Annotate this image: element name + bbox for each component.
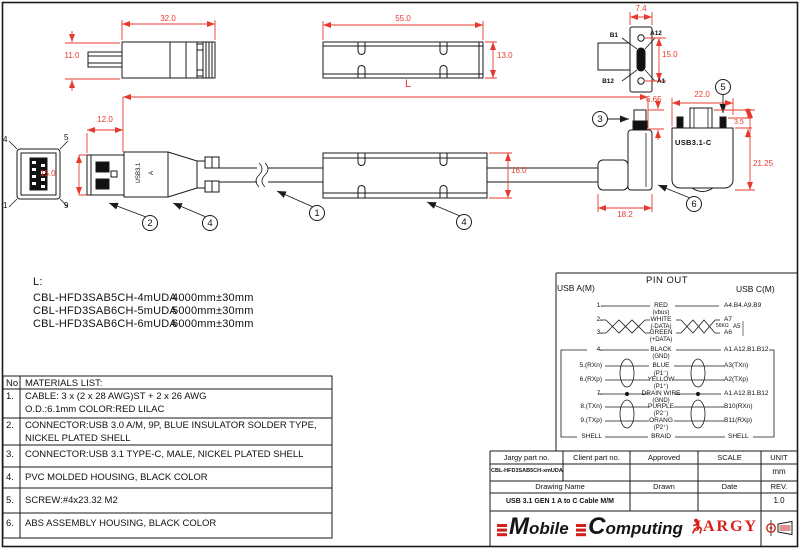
pinout-row-left: 6.(RXp) (579, 376, 602, 383)
pinout-row-sub: (P2⁺) (653, 425, 669, 431)
pinout-row-left: 2. (596, 316, 602, 323)
usbc-end-pin-b12: B12 (602, 78, 614, 85)
logo-stripes-icon (497, 524, 507, 527)
callout-3: 3 (597, 114, 603, 125)
pinout-left-header: USB A(M) (557, 283, 595, 293)
logo-word-mobile: Mobile (509, 513, 569, 540)
length-part-0: CBL-HFD3SAB5CH-4mUDA (33, 292, 177, 304)
titleblock-header-rev: REV. (770, 482, 788, 491)
dim-plug-top-height: 11.0 (64, 51, 80, 60)
pinout-row-left: 9.(TXp) (580, 417, 602, 424)
dim-usba-shell-length: 12.0 (97, 115, 113, 124)
pinout-cc-note: 56KΩ (716, 323, 729, 329)
dim-usbc-elbow: 18.2 (617, 210, 633, 219)
pinout-row-right: A2(TXp) (724, 376, 749, 383)
usba-front-pin-1: 1 (3, 201, 8, 210)
pinout-row-right: B10(RXn) (724, 403, 753, 410)
titleblock-header-jargy-part: Jargy part no. (503, 453, 550, 462)
pinout-row-sub: (-DATA) (650, 324, 672, 330)
length-list-label: L: (33, 276, 43, 288)
pinout-row-left: 5.(RXn) (579, 362, 602, 369)
callout-2: 2 (147, 218, 153, 229)
titleblock-rev-value: 1.0 (773, 496, 785, 505)
titleblock-drawing-name-value: USB 3.1 GEN 1 A to C Cable M/M (506, 498, 614, 505)
materials-row-line: NICKEL PLATED SHELL (25, 433, 131, 444)
usba-front-pin-5: 5 (64, 133, 69, 142)
dim-ferrite-height: 16.0 (511, 166, 527, 175)
pinout-row-right: A3(TXn) (724, 362, 749, 369)
materials-header-title: MATERIALS LIST: (25, 378, 103, 389)
jargy-logo: JARGY (693, 518, 759, 535)
usba-front-pin-9: 9 (64, 201, 69, 210)
materials-row-no: 4. (6, 472, 14, 483)
materials-row-line: CABLE: 3 x (2 x 28 AWG)ST + 2 x 26 AWG (25, 391, 207, 402)
dim-usbc-front-height: 21.25 (753, 159, 774, 168)
dim-plug-top-length: 32.0 (160, 14, 176, 23)
pinout-row-wire: WHITE (650, 316, 672, 323)
pinout-row-left: 7. (596, 390, 602, 397)
dim-usbc-front-width: 22.0 (694, 90, 710, 99)
pinout-row-sub: (GND) (652, 354, 670, 360)
pinout-row-sub: (P1⁺) (653, 384, 669, 390)
logo-stripes-icon (576, 524, 586, 527)
projection-symbol-icon (764, 520, 796, 536)
materials-row-no: 1. (6, 391, 14, 402)
materials-row-no: 3. (6, 449, 14, 460)
usbc-end-pin-a12: A12 (650, 30, 662, 37)
materials-row-line: CONNECTOR:USB 3.0 A/M, 9P, BLUE INSULATOR SOLDER TYPE, (25, 420, 317, 431)
pinout-row-right: B11(RXp) (724, 417, 753, 424)
pinout-row-right: SHELL (728, 433, 749, 440)
callout-6: 6 (691, 199, 697, 210)
pinout-row-right: A6 (724, 329, 732, 336)
pinout-row-left: 1. (596, 302, 602, 309)
callout-4-left: 4 (207, 218, 213, 229)
pinout-right-header: USB C(M) (736, 284, 775, 294)
pinout-row-right: A1.A12.B1.B12 (724, 390, 769, 397)
pinout-row-sub: (GND) (652, 398, 670, 404)
dim-usbc-end-height: 15.0 (662, 50, 678, 59)
pinout-row-right: A7 (724, 316, 732, 323)
pinout-row-wire: BLUE (652, 362, 670, 369)
pinout-row-right: A4.B4.A9.B9 (724, 302, 762, 309)
titleblock-header-approved: Approved (647, 453, 681, 462)
titleblock-header-drawn: Drawn (653, 482, 675, 491)
pinout-title: PIN OUT (645, 275, 689, 286)
usbc-end-pin-b1: B1 (609, 32, 618, 39)
pinout-row-wire: YELLOW (647, 376, 675, 383)
length-part-1: CBL-HFD3SAB6CH-5mUDA (33, 305, 177, 317)
materials-row-no: 6. (6, 518, 14, 529)
length-value-2: 6000mm±30mm (172, 318, 254, 330)
materials-row-no: 5. (6, 495, 14, 506)
materials-row-line: O.D.:6.1mm COLOR:RED LILAC (25, 404, 165, 415)
mobile-computing-logo (497, 515, 705, 539)
pinout-row-left: 4. (596, 346, 602, 353)
usbc-end-pin-a1: A1 (657, 78, 666, 85)
usbc-marking: USB3.1-C (675, 138, 712, 147)
logo-word-computing: Computing (588, 513, 683, 540)
callout-5: 5 (720, 82, 726, 93)
callout-1: 1 (314, 208, 320, 219)
pinout-row-wire: ORANG (649, 417, 673, 424)
usba-marking-line2: A (149, 171, 155, 176)
pinout-row-wire: DRAIN WIRE (641, 390, 681, 397)
pinout-row-left: SHELL (581, 433, 602, 440)
dim-usbc-end-width: 7.4 (635, 4, 647, 13)
materials-row-no: 2. (6, 420, 14, 431)
usba-marking-line1: USB3.1 (136, 162, 142, 184)
dim-ferrite-top-height: 13.0 (497, 51, 513, 60)
materials-row-line: SCREW:#4x23.32 M2 (25, 495, 118, 506)
titleblock-header-unit: UNIT (770, 453, 788, 462)
materials-header-no: No (6, 378, 19, 389)
figure-geometry (9, 27, 733, 231)
pinout-row-wire: GREEN (649, 329, 673, 336)
materials-row-line: CONNECTOR:USB 3.1 TYPE-C, MALE, NICKEL PLATED SHELL (25, 449, 304, 460)
length-value-1: 5000mm±30mm (172, 305, 254, 317)
titleblock-part-number: CBL-HFD3SAB5CH-xmUDA (491, 468, 563, 474)
dim-usbc-screw: 3.5 (734, 119, 744, 126)
pinout-row-sub: (+DATA) (649, 337, 673, 343)
length-value-0: 4000mm±30mm (172, 292, 254, 304)
dim-total-length: L (404, 78, 412, 90)
pinout-row-wire: RED (654, 302, 668, 309)
pinout-row-left: 8.(TXn) (580, 403, 602, 410)
pinout-row-sub: (P1⁻) (653, 371, 669, 377)
titleblock-header-drawing-name: Drawing Name (535, 482, 585, 491)
materials-row-line: ABS ASSEMBLY HOUSING, BLACK COLOR (25, 518, 217, 529)
callout-4-right: 4 (461, 217, 467, 228)
pinout-row-sub: (vbus) (652, 310, 670, 316)
pinout-row-wire: BRAID (651, 433, 671, 440)
pinout-row-right: A1.A12.B1.B12 (724, 346, 769, 353)
length-part-2: CBL-HFD3SAB6CH-6mUDA (33, 318, 177, 330)
usba-front-pin-4: 4 (3, 135, 8, 144)
dim-usba-height: 15.0 (40, 169, 56, 178)
dim-usbc-tip: 6.65 (646, 95, 662, 104)
titleblock-header-date: Date (721, 482, 738, 491)
pinout-row-left: 3. (596, 329, 602, 336)
titleblock-header-scale: SCALE (717, 453, 742, 462)
pinout-row-wire: BLACK (650, 346, 672, 353)
titleblock-header-client-part: Client part no. (573, 453, 620, 462)
pinout-row-sub: (P2⁻) (653, 411, 669, 417)
dim-ferrite-top-length: 55.0 (395, 14, 411, 23)
materials-row-line: PVC MOLDED HOUSING, BLACK COLOR (25, 472, 208, 483)
pinout-row-wire: PURPLE (647, 403, 674, 410)
titleblock-unit-value: mm (772, 467, 786, 476)
pinout-cc-pin: A5 (733, 324, 741, 330)
